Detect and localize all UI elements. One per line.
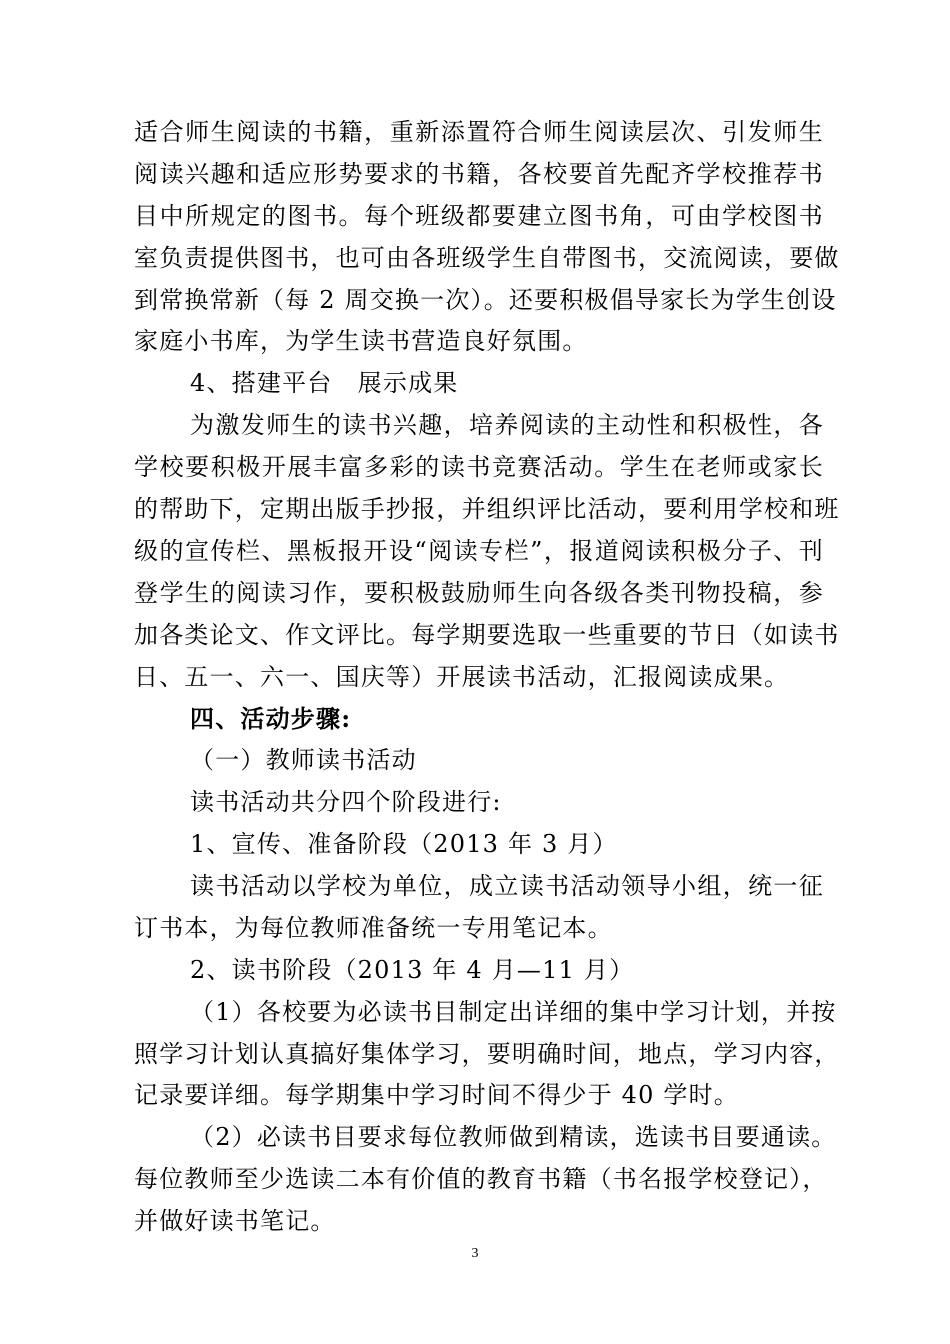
body-text-line: 每位教师至少选读二本有价值的教育书籍（书名报学校登记）， <box>134 1165 828 1194</box>
body-text-line: 家庭小书库，为学生读书营造良好氛围。 <box>134 327 588 356</box>
body-text-line: 日、五一、六一、国庆等）开展读书活动，汇报阅读成果。 <box>134 662 790 691</box>
body-text-line: 级的宣传栏、黑板报开设“阅读专栏”，报道阅读积极分子、刊 <box>134 536 824 565</box>
body-text-line: （2）必读书目要求每位教师做到精读，选读书目要通读。 <box>190 1123 837 1152</box>
body-text-line: 室负责提供图书，也可由各班级学生自带图书，交流阅读，要做 <box>134 243 840 272</box>
subsection-heading: （一）教师读书活动 <box>190 746 417 775</box>
body-text-line: 学校要积极开展丰富多彩的读书竞赛活动。学生在老师或家长 <box>134 453 824 482</box>
body-text-line: 记录要详细。每学期集中学习时间不得少于 40 学时。 <box>134 1081 739 1110</box>
section-heading: 4、搭建平台 展示成果 <box>190 369 459 398</box>
stage-heading: 1、宣传、准备阶段（2013 年 3 月） <box>190 830 618 859</box>
body-text-line: （1）各校要为必读书目制定出详细的集中学习计划，并按 <box>190 997 837 1026</box>
body-text-line: 订书本，为每位教师准备统一专用笔记本。 <box>134 913 613 942</box>
body-text-line: 登学生的阅读习作，要积极鼓励师生向各级各类刊物投稿，参 <box>134 578 824 607</box>
stage-heading: 2、读书阶段（2013 年 4 月—11 月） <box>190 955 635 984</box>
page-number: 3 <box>471 1246 479 1261</box>
body-text-line: 照学习计划认真搞好集体学习，要明确时间，地点，学习内容， <box>134 1039 840 1068</box>
body-text-line: 到常换常新（每 2 周交换一次）。还要积极倡导家长为学生创设 <box>134 285 837 314</box>
document-body <box>134 112 840 1243</box>
body-text-line: 并做好读书笔记。 <box>134 1207 336 1236</box>
body-text-line: 适合师生阅读的书籍，重新添置符合师生阅读层次、引发师生 <box>134 118 824 146</box>
body-text-line: 目中所规定的图书。每个班级都要建立图书角，可由学校图书 <box>134 201 824 230</box>
chapter-heading: 四、活动步骤: <box>190 704 352 734</box>
body-text-line: 加各类论文、作文评比。每学期要选取一些重要的节日（如读书 <box>134 620 840 649</box>
body-text-line: 为激发师生的读书兴趣，培养阅读的主动性和积极性，各 <box>190 411 824 440</box>
body-text-line: 读书活动以学校为单位，成立读书活动领导小组，统一征 <box>190 872 824 901</box>
body-text-line: 的帮助下，定期出版手抄报，并组织评比活动，要利用学校和班 <box>134 495 840 524</box>
body-text-line: 读书活动共分四个阶段进行: <box>190 788 502 817</box>
body-text-line: 阅读兴趣和适应形势要求的书籍，各校要首先配齐学校推荐书 <box>134 159 824 188</box>
